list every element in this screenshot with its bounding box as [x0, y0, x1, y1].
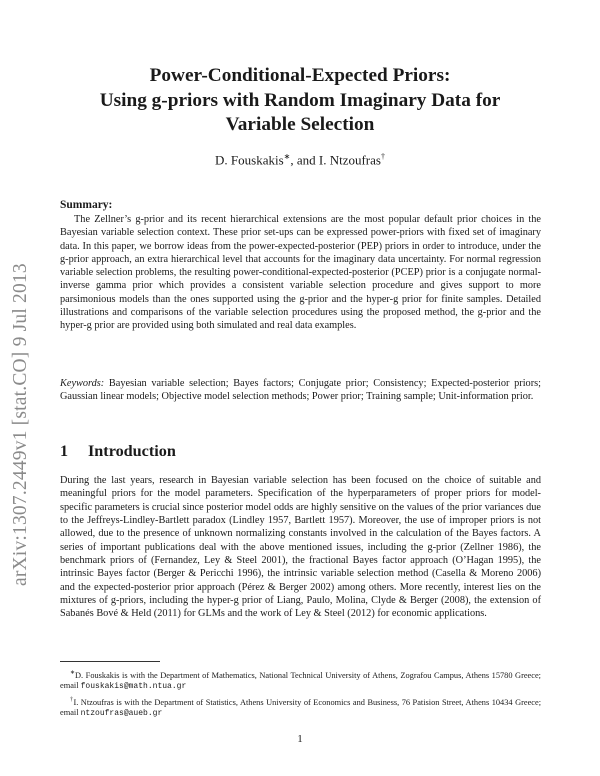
- page-number: 1: [297, 733, 303, 745]
- keywords-text: Bayesian variable selection; Bayes factors; Conjugate prior; Consistency; Expected-posterior priors; Gaussian linear models; Objective model selection methods; Power prior; Training sample; Unit-information prior.: [60, 378, 541, 403]
- footnote-2-text: I. Ntzoufras is with the Department of Statistics, Athens University of Economics and Business, 76 Patision Street, Athens 10434 Greece; email: [60, 697, 542, 718]
- author-2-footnote-mark: †: [380, 152, 385, 161]
- author-2: I. Ntzoufras: [318, 152, 381, 168]
- section-number: 1: [60, 442, 69, 460]
- title-line-1: Power-Conditional-Expected Priors:: [149, 65, 451, 86]
- arxiv-stamp: arXiv:1307.2449v1 [stat.CO] 9 Jul 2013: [10, 263, 31, 586]
- title-line-3: Variable Selection: [225, 114, 375, 135]
- summary-heading: Summary:: [60, 199, 113, 211]
- title-line-2: Using g-priors with Random Imaginary Data for: [99, 89, 501, 111]
- footnote-1-mark: ∗: [70, 670, 76, 676]
- footnote-1-email[interactable]: fouskakis@math.ntua.gr: [80, 682, 187, 692]
- section-heading: [60, 442, 176, 461]
- footnote-2-email[interactable]: ntzoufras@aueb.gr: [80, 709, 163, 719]
- footnote-rule: [60, 661, 160, 662]
- summary-text: The Zellner’s g-prior and its recent hierarchical extensions are the most popular default prior choices in the Bayesian variable selection context. These prior set-ups can be expressed power-priors with fixed set of imaginary data. In this paper, we borrow ideas from the power-expected-posterior (PEP) priors in order to introduce, under the g-prior approach, an extra hierarchical level that accounts for the imaginary data uncertainty. For normal regression variable selection problems, the resulting power-conditional-expected-posterior (PCEP) prior is a conjugate normal-inverse gamma prior which provides a consistent variable selection procedure and gives support to more parsimonious models than the ones supported using the g-prior and the hyper-g prior for finite samples. Detailed illustrations and comparisons of the variable selection procedures using the proposed method, the g-prior and the hyper-g prior are provided using both simulated and real data examples.: [60, 214, 541, 332]
- footnote-1: [60, 668, 541, 693]
- keywords: [60, 377, 541, 404]
- footnote-1-text: D. Fouskakis is with the Department of Mathematics, National Technical University of Athens, Zografou Campus, Athens 15780 Greece; email: [60, 670, 541, 691]
- author-1: D. Fouskakis: [215, 152, 284, 168]
- author-1-footnote-mark: ∗: [283, 152, 291, 161]
- footnotes: [60, 668, 541, 722]
- author-separator: , and: [290, 152, 319, 168]
- paper-title: [60, 64, 540, 138]
- keywords-label: Keywords:: [60, 378, 105, 389]
- footnote-2-mark: †: [70, 696, 74, 703]
- author-list: [60, 152, 540, 168]
- section-title: Introduction: [88, 442, 176, 460]
- footnote-2: [60, 695, 541, 720]
- introduction-paragraph: During the last years, research in Bayesian variable selection has been focused on the choice of suitable and meaningful priors for the model parameters. Specification of the hyperparameters of proper priors for model-specific parameters is crucial since posterior model odds are highly sensitive on the values of the prior variances due to the Jeffreys-Lindley-Bartlett paradox (Lindley 1957, Bartlett 1957). Moreover, the use of improper priors is not allowed, due to the presence of unknown normalizing constants involved in the calculation of the Bayes factors. A series of important publications deal with the above mentioned issues, including the g-prior (Zellner 1986), the benchmark priors of (Fernandez, Ley & Steel 2001), the fractional Bayes factor approach (O’Hagan 1995), the intrinsic Bayes factor (Berger & Pericchi 1996), the intrinsic variable selection method (Casella & Moreno 2006) and the expected-posterior prior approach (Pérez & Berger 2002) among others. More recently, interest lies on the mixtures of g-priors, including the hyper-g prior of Liang, Paulo, Molina, Clyde & Berger (2008), the extension of Sabanés Bové & Held (2011) for GLMs and the work of Ley & Steel (2012) for economic applications.: [60, 475, 541, 620]
